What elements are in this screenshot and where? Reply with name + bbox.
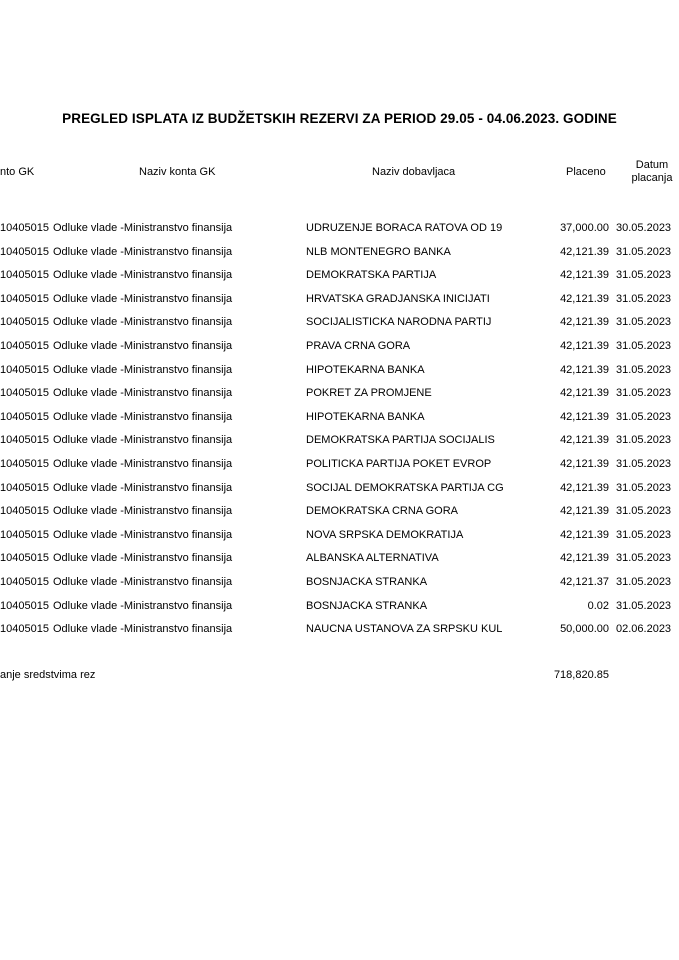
cell-placeno: 42,121.39 [560, 552, 609, 565]
cell-datum: 31.05.2023 [616, 528, 672, 541]
table-row [0, 529, 679, 553]
cell-datum: 31.05.2023 [616, 434, 672, 447]
cell-konto: 10405015 [0, 363, 49, 376]
cell-datum: 31.05.2023 [616, 481, 672, 494]
cell-datum: 31.05.2023 [616, 457, 672, 470]
header-naziv-dobavljaca: Naziv dobavljaca [372, 166, 456, 178]
cell-konto: 10405015 [0, 457, 49, 470]
table-row [0, 316, 679, 340]
cell-placeno: 50,000.00 [560, 623, 609, 636]
header-konto-gk: nto GK [0, 166, 35, 178]
cell-dobavljac: BOSNJACKA STRANKA [306, 575, 428, 588]
cell-dobavljac: HRVATSKA GRADJANSKA INICIJATI [306, 292, 490, 305]
cell-naziv-konta: Odluke vlade -Ministranstvo finansija [53, 269, 233, 282]
cell-naziv-konta: Odluke vlade -Ministranstvo finansija [53, 434, 233, 447]
header-datum-placanja: Datum placanja [631, 159, 673, 184]
cell-dobavljac: NLB MONTENEGRO BANKA [306, 245, 451, 258]
cell-placeno: 42,121.39 [560, 528, 609, 541]
cell-naziv-konta: Odluke vlade -Ministranstvo finansija [53, 363, 233, 376]
table-row [0, 505, 679, 529]
cell-dobavljac: SOCIJALISTICKA NARODNA PARTIJ [306, 316, 492, 329]
cell-placeno: 42,121.39 [560, 292, 609, 305]
cell-dobavljac: ALBANSKA ALTERNATIVA [306, 552, 439, 565]
table-row [0, 600, 679, 624]
cell-datum: 02.06.2023 [616, 623, 672, 636]
cell-placeno: 42,121.39 [560, 269, 609, 282]
cell-datum: 31.05.2023 [616, 599, 672, 612]
cell-datum: 31.05.2023 [616, 410, 672, 423]
total-value: 718,820.85 [553, 669, 609, 681]
table-row [0, 552, 679, 576]
cell-konto: 10405015 [0, 316, 49, 329]
cell-konto: 10405015 [0, 339, 49, 352]
table-row [0, 364, 679, 388]
cell-dobavljac: UDRUZENJE BORACA RATOVA OD 19 [306, 222, 503, 234]
page-title: PREGLED ISPLATA IZ BUDŽETSKIH REZERVI ZA PERIOD 29.05 - 04.06.2023. GODINE [62, 111, 617, 126]
cell-konto: 10405015 [0, 292, 49, 305]
cell-datum: 31.05.2023 [616, 552, 672, 565]
cell-konto: 10405015 [0, 599, 49, 612]
cell-konto: 10405015 [0, 387, 49, 400]
cell-naziv-konta: Odluke vlade -Ministranstvo finansija [53, 575, 233, 588]
cell-placeno: 42,121.39 [560, 316, 609, 329]
cell-dobavljac: DEMOKRATSKA PARTIJA [306, 269, 437, 282]
table-row [0, 482, 679, 506]
table-row [0, 576, 679, 600]
table-row [0, 623, 679, 647]
cell-placeno: 0.02 [587, 599, 609, 612]
cell-placeno: 42,121.39 [560, 481, 609, 494]
cell-placeno: 42,121.37 [560, 575, 609, 588]
cell-konto: 10405015 [0, 269, 49, 282]
cell-konto: 10405015 [0, 434, 49, 447]
cell-dobavljac: DEMOKRATSKA CRNA GORA [306, 505, 458, 518]
cell-naziv-konta: Odluke vlade -Ministranstvo finansija [53, 292, 233, 305]
cell-placeno: 37,000.00 [560, 222, 609, 234]
cell-konto: 10405015 [0, 552, 49, 565]
cell-konto: 10405015 [0, 245, 49, 258]
table-row [0, 411, 679, 435]
cell-placeno: 42,121.39 [560, 434, 609, 447]
cell-dobavljac: SOCIJAL DEMOKRATSKA PARTIJA CG [306, 481, 504, 494]
cell-naziv-konta: Odluke vlade -Ministranstvo finansija [53, 316, 233, 329]
cell-datum: 31.05.2023 [616, 339, 672, 352]
cell-datum: 31.05.2023 [616, 292, 672, 305]
cell-dobavljac: POLITICKA PARTIJA POKET EVROP [306, 457, 492, 470]
cell-konto: 10405015 [0, 623, 49, 636]
cell-naziv-konta: Odluke vlade -Ministranstvo finansija [53, 457, 233, 470]
header-placeno: Placeno [566, 166, 606, 178]
cell-dobavljac: NOVA SRPSKA DEMOKRATIJA [306, 528, 464, 541]
cell-dobavljac: DEMOKRATSKA PARTIJA SOCIJALIS [306, 434, 495, 447]
cell-datum: 31.05.2023 [616, 245, 672, 258]
table-row [0, 293, 679, 317]
cell-konto: 10405015 [0, 410, 49, 423]
table-row [0, 340, 679, 364]
cell-datum: 31.05.2023 [616, 387, 672, 400]
cell-naziv-konta: Odluke vlade -Ministranstvo finansija [53, 528, 233, 541]
cell-datum: 31.05.2023 [616, 505, 672, 518]
cell-dobavljac: HIPOTEKARNA BANKA [306, 363, 425, 376]
table-row [0, 269, 679, 293]
table-row [0, 458, 679, 482]
cell-naziv-konta: Odluke vlade -Ministranstvo finansija [53, 505, 233, 518]
cell-datum: 31.05.2023 [616, 316, 672, 329]
cell-dobavljac: PRAVA CRNA GORA [306, 339, 411, 352]
cell-konto: 10405015 [0, 528, 49, 541]
cell-placeno: 42,121.39 [560, 245, 609, 258]
cell-placeno: 42,121.39 [560, 339, 609, 352]
cell-datum: 31.05.2023 [616, 575, 672, 588]
cell-dobavljac: BOSNJACKA STRANKA [306, 599, 428, 612]
cell-konto: 10405015 [0, 575, 49, 588]
cell-naziv-konta: Odluke vlade -Ministranstvo finansija [53, 410, 233, 423]
table-row [0, 387, 679, 411]
cell-naziv-konta: Odluke vlade -Ministranstvo finansija [53, 339, 233, 352]
cell-konto: 10405015 [0, 222, 49, 234]
header-naziv-konta: Naziv konta GK [139, 166, 216, 178]
cell-konto: 10405015 [0, 481, 49, 494]
cell-naziv-konta: Odluke vlade -Ministranstvo finansija [53, 481, 233, 494]
cell-dobavljac: NAUCNA USTANOVA ZA SRPSKU KUL [306, 623, 503, 636]
payments-table-body [0, 222, 679, 647]
cell-naziv-konta: Odluke vlade -Ministranstvo finansija [53, 387, 233, 400]
cell-placeno: 42,121.39 [560, 505, 609, 518]
cell-naziv-konta: Odluke vlade -Ministranstvo finansija [53, 552, 233, 565]
table-row [0, 434, 679, 458]
total-label: anje sredstvima rez [0, 669, 96, 681]
cell-placeno: 42,121.39 [560, 457, 609, 470]
cell-placeno: 42,121.39 [560, 363, 609, 376]
cell-dobavljac: POKRET ZA PROMJENE [306, 387, 432, 400]
table-row [0, 246, 679, 270]
cell-naziv-konta: Odluke vlade -Ministranstvo finansija [53, 599, 233, 612]
cell-placeno: 42,121.39 [560, 387, 609, 400]
cell-placeno: 42,121.39 [560, 410, 609, 423]
cell-konto: 10405015 [0, 505, 49, 518]
cell-naziv-konta: Odluke vlade -Ministranstvo finansija [53, 623, 233, 636]
cell-datum: 31.05.2023 [616, 363, 672, 376]
cell-naziv-konta: Odluke vlade -Ministranstvo finansija [53, 245, 233, 258]
cell-naziv-konta: Odluke vlade -Ministranstvo finansija [53, 222, 233, 234]
cell-dobavljac: HIPOTEKARNA BANKA [306, 410, 425, 423]
cell-datum: 30.05.2023 [616, 222, 672, 234]
table-row [0, 222, 679, 246]
cell-datum: 31.05.2023 [616, 269, 672, 282]
